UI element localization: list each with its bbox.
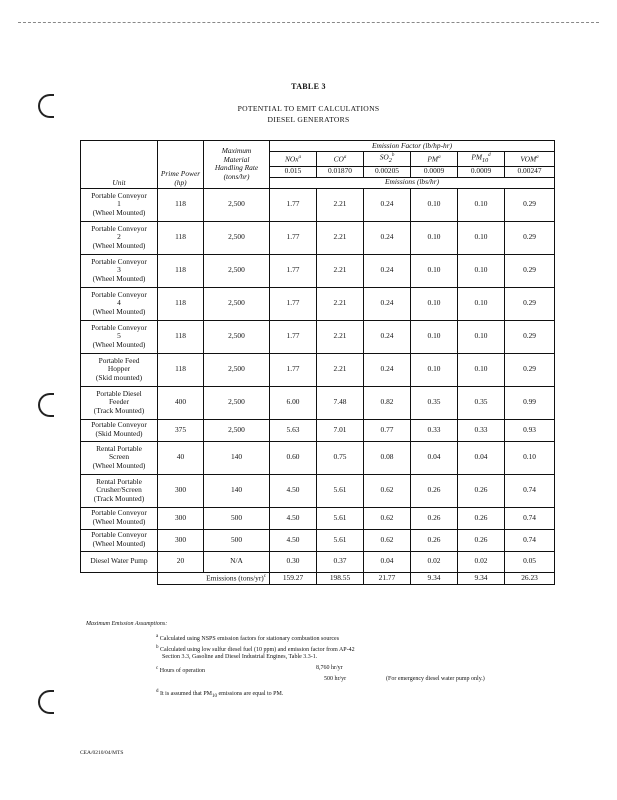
table-row — [81, 320, 555, 353]
emission-value: 0.29 — [505, 221, 555, 254]
emission-value: 1.77 — [270, 254, 317, 287]
handling-rate-value: N/A — [204, 551, 270, 572]
prime-power-value: 118 — [158, 254, 204, 287]
emission-value: 1.77 — [270, 221, 317, 254]
unit-name: Portable Conveyor (Wheel Mounted) — [81, 507, 158, 529]
emission-value: 0.60 — [270, 441, 317, 474]
prime-power-header: Prime Power (hp) — [158, 141, 204, 189]
table-row — [81, 551, 555, 572]
emission-value: 0.35 — [411, 386, 458, 419]
emission-value: 0.74 — [505, 474, 555, 507]
handling-rate-value: 500 — [204, 507, 270, 529]
emission-value: 0.10 — [505, 441, 555, 474]
table-row — [81, 287, 555, 320]
emission-value: 0.10 — [458, 221, 505, 254]
emission-value: 0.99 — [505, 386, 555, 419]
prime-power-value: 375 — [158, 419, 204, 441]
handling-rate-value: 500 — [204, 529, 270, 551]
emission-factor-header: Emission Factor (lb/hp-hr) — [270, 141, 555, 152]
note-c: $^c$ Hours of operation — [156, 666, 206, 674]
table-row — [81, 188, 555, 221]
emission-value: 0.33 — [458, 419, 505, 441]
table-row — [81, 221, 555, 254]
table-row — [81, 353, 555, 386]
prime-power-value: 118 — [158, 287, 204, 320]
prime-power-value: 300 — [158, 507, 204, 529]
unit-name: Portable Conveyor 1 (Wheel Mounted) — [81, 188, 158, 221]
unit-name: Diesel Water Pump — [81, 551, 158, 572]
unit-name: Rental Portable Crusher/Screen (Track Mounted) — [81, 474, 158, 507]
note-c2-value: 500 hr/yr — [324, 676, 347, 682]
unit-name: Portable Conveyor 5 (Wheel Mounted) — [81, 320, 158, 353]
table-label: TABLE 3 — [291, 82, 326, 91]
emission-value: 0.02 — [411, 551, 458, 572]
table-row — [81, 419, 555, 441]
emission-value: 0.29 — [505, 353, 555, 386]
table-row — [81, 507, 555, 529]
emission-factor-value: 0.00247 — [505, 166, 555, 177]
emission-value: 0.37 — [317, 551, 364, 572]
emission-value: 0.33 — [411, 419, 458, 441]
unit-name: Portable Conveyor 4 (Wheel Mounted) — [81, 287, 158, 320]
note-d: $^d$ It is assumed that $PM_{10}$ emissions are equal to PM. — [156, 689, 284, 700]
emission-factor-value: 0.00205 — [364, 166, 411, 177]
table-row — [81, 441, 555, 474]
emission-value: 1.77 — [270, 188, 317, 221]
prime-power-value: 118 — [158, 221, 204, 254]
emission-value: 0.24 — [364, 188, 411, 221]
emission-value: 0.74 — [505, 529, 555, 551]
prime-power-value: 118 — [158, 188, 204, 221]
total-value: 9.34 — [411, 572, 458, 584]
prime-power-value: 118 — [158, 320, 204, 353]
prime-power-value: 300 — [158, 529, 204, 551]
note-b: $^b$ Calculated using low sulfur diesel fuel (10 ppm) and emission factor from AP-42 — [156, 645, 355, 653]
unit-name: Portable Conveyor (Wheel Mounted) — [81, 529, 158, 551]
unit-name: Portable Conveyor (Skid Mounted) — [81, 419, 158, 441]
prime-power-value: 300 — [158, 474, 204, 507]
table-row — [81, 474, 555, 507]
emission-value: 0.08 — [364, 441, 411, 474]
note-c-value: 8,760 hr/yr — [316, 665, 343, 671]
handling-rate-value: 2,500 — [204, 386, 270, 419]
total-value: 9.34 — [458, 572, 505, 584]
emission-value: 4.50 — [270, 474, 317, 507]
scan-top-edge — [18, 22, 599, 23]
emission-value: 0.35 — [458, 386, 505, 419]
emission-factor-value: 0.0009 — [411, 166, 458, 177]
emission-value: 1.77 — [270, 287, 317, 320]
emission-value: 0.10 — [458, 320, 505, 353]
emission-value: 0.62 — [364, 529, 411, 551]
emission-value: 1.77 — [270, 320, 317, 353]
unit-name: Portable Feed Hopper (Skid mounted) — [81, 353, 158, 386]
total-value: 159.27 — [270, 572, 317, 584]
prime-power-value: 40 — [158, 441, 204, 474]
emission-value: 0.10 — [411, 188, 458, 221]
emission-value: 0.26 — [411, 529, 458, 551]
emission-value: 0.62 — [364, 507, 411, 529]
emission-value: 0.02 — [458, 551, 505, 572]
emission-value: 0.24 — [364, 221, 411, 254]
punch-hole — [38, 393, 54, 417]
emission-value: 7.01 — [317, 419, 364, 441]
emission-value: 1.77 — [270, 353, 317, 386]
total-value: 26.23 — [505, 572, 555, 584]
emission-value: 6.00 — [270, 386, 317, 419]
pollutant-header: $PM_{10}^d$ — [458, 152, 505, 167]
emission-value: 0.10 — [458, 353, 505, 386]
max-rate-header: Maximum Material Handling Rate (tons/hr) — [204, 141, 270, 189]
pollutant-header: NOx$^a$ — [270, 152, 317, 167]
pollutant-header: $SO_2^b$ — [364, 152, 411, 167]
handling-rate-value: 2,500 — [204, 188, 270, 221]
handling-rate-value: 2,500 — [204, 353, 270, 386]
unit-name: Portable Conveyor 3 (Wheel Mounted) — [81, 254, 158, 287]
punch-hole — [38, 690, 54, 714]
totals-label: Emissions (tons/yr)$^c$ — [158, 572, 270, 584]
emission-value: 0.10 — [458, 287, 505, 320]
emission-value: 0.04 — [458, 441, 505, 474]
prime-power-value: 20 — [158, 551, 204, 572]
title-line-2: DIESEL GENERATORS — [267, 115, 350, 124]
emissions-header: Emissions (lbs/hr) — [270, 177, 555, 188]
emission-value: 0.10 — [411, 254, 458, 287]
emission-value: 0.10 — [411, 287, 458, 320]
emissions-table — [80, 140, 555, 585]
emission-factor-value: 0.0009 — [458, 166, 505, 177]
emission-value: 2.21 — [317, 221, 364, 254]
prime-power-value: 400 — [158, 386, 204, 419]
emission-value: 5.61 — [317, 507, 364, 529]
pollutant-header: $CO^a$ — [317, 152, 364, 167]
unit-name: Portable Conveyor 2 (Wheel Mounted) — [81, 221, 158, 254]
emission-factor-value: 0.01870 — [317, 166, 364, 177]
emission-value: 0.26 — [458, 474, 505, 507]
emission-value: 0.24 — [364, 353, 411, 386]
pollutant-header: VOM$^a$ — [505, 152, 555, 167]
table-row — [81, 254, 555, 287]
unit-name: Portable Diesel Feeder (Track Mounted) — [81, 386, 158, 419]
emission-value: 0.29 — [505, 320, 555, 353]
emission-value: 4.50 — [270, 507, 317, 529]
table-row — [81, 529, 555, 551]
emission-value: 0.10 — [411, 320, 458, 353]
emission-value: 0.05 — [505, 551, 555, 572]
emission-value: 0.24 — [364, 254, 411, 287]
emission-value: 2.21 — [317, 188, 364, 221]
emission-value: 0.04 — [364, 551, 411, 572]
handling-rate-value: 2,500 — [204, 221, 270, 254]
emission-value: 0.62 — [364, 474, 411, 507]
emission-value: 0.29 — [505, 287, 555, 320]
emission-value: 0.77 — [364, 419, 411, 441]
notes-heading: Maximum Emission Assumptions: — [86, 621, 168, 627]
emission-value: 5.63 — [270, 419, 317, 441]
prime-power-value: 118 — [158, 353, 204, 386]
emission-value: 0.24 — [364, 320, 411, 353]
emission-value: 0.24 — [364, 287, 411, 320]
note-b-cont: Section 3.3, Gasoline and Diesel Industrial Engines, Table 3.3-1. — [162, 654, 318, 660]
emission-value: 0.82 — [364, 386, 411, 419]
emission-value: 2.21 — [317, 353, 364, 386]
emission-value: 0.10 — [411, 353, 458, 386]
handling-rate-value: 140 — [204, 474, 270, 507]
emission-value: 5.61 — [317, 529, 364, 551]
title-line-1: POTENTIAL TO EMIT CALCULATIONS — [237, 104, 380, 113]
handling-rate-value: 2,500 — [204, 320, 270, 353]
emission-value: 2.21 — [317, 287, 364, 320]
unit-header: Unit — [81, 141, 158, 189]
pollutant-header: $PM^a$ — [411, 152, 458, 167]
emission-value: 0.75 — [317, 441, 364, 474]
note-c2-comment: (For emergency diesel water pump only.) — [386, 676, 485, 682]
emission-value: 0.10 — [458, 254, 505, 287]
emission-value: 0.30 — [270, 551, 317, 572]
emission-value: 5.61 — [317, 474, 364, 507]
handling-rate-value: 2,500 — [204, 419, 270, 441]
emission-value: 0.29 — [505, 188, 555, 221]
table-row — [81, 386, 555, 419]
handling-rate-value: 2,500 — [204, 254, 270, 287]
emission-value: 2.21 — [317, 320, 364, 353]
emission-value: 0.93 — [505, 419, 555, 441]
emission-value: 0.26 — [458, 529, 505, 551]
emission-value: 0.26 — [458, 507, 505, 529]
unit-name: Rental Portable Screen (Wheel Mounted) — [81, 441, 158, 474]
emission-value: 0.04 — [411, 441, 458, 474]
emission-value: 2.21 — [317, 254, 364, 287]
handling-rate-value: 2,500 — [204, 287, 270, 320]
emission-value: 7.48 — [317, 386, 364, 419]
total-value: 21.77 — [364, 572, 411, 584]
note-a: $^a$ Calculated using NSPS emission factors for stationary combustion sources — [156, 634, 340, 642]
emission-value: 0.10 — [458, 188, 505, 221]
emission-value: 0.10 — [411, 221, 458, 254]
emission-value: 0.74 — [505, 507, 555, 529]
document-code: CEA/0210/04/MTS — [80, 750, 124, 756]
handling-rate-value: 140 — [204, 441, 270, 474]
total-value: 198.55 — [317, 572, 364, 584]
emission-value: 0.29 — [505, 254, 555, 287]
emission-factor-value: 0.015 — [270, 166, 317, 177]
emission-value: 4.50 — [270, 529, 317, 551]
emission-value: 0.26 — [411, 507, 458, 529]
emission-value: 0.26 — [411, 474, 458, 507]
